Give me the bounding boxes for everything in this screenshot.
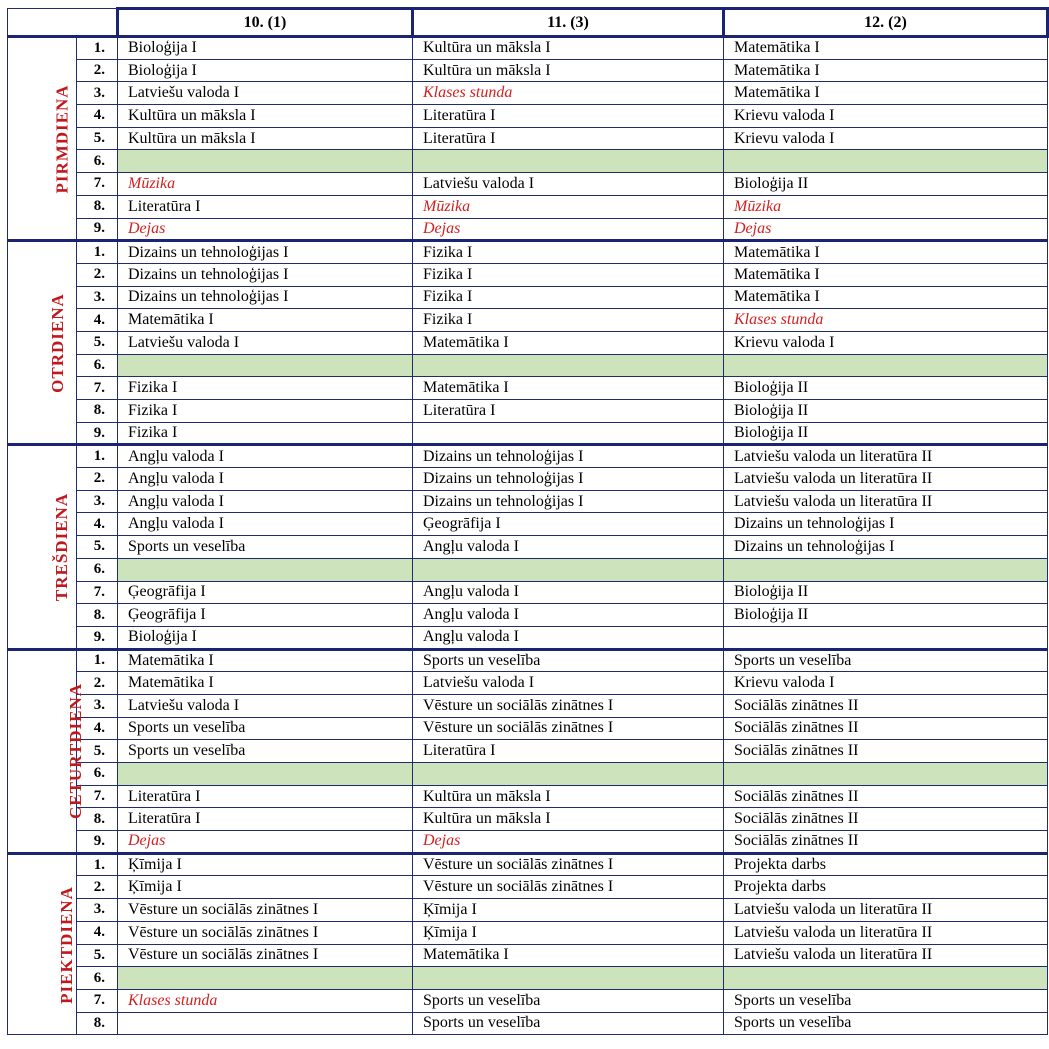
subject-cell-11: Dizains un tehnoloģijas I	[413, 468, 724, 491]
lesson-number: 2.	[77, 672, 118, 695]
subject-cell-12: Krievu valoda I	[724, 127, 1048, 150]
subject-cell-11: Angļu valoda I	[413, 581, 724, 604]
lesson-number: 5.	[77, 127, 118, 150]
subject-cell-12	[724, 558, 1048, 581]
subject-cell-12: Matemātika I	[724, 286, 1048, 309]
subject-cell-10	[118, 967, 413, 990]
subject-cell-12: Klases stunda	[724, 309, 1048, 332]
subject-cell-10: Angļu valoda I	[118, 445, 413, 468]
subject-cell-11	[413, 967, 724, 990]
lesson-number: 9.	[77, 422, 118, 445]
lesson-row	[8, 581, 1048, 604]
subject-cell-12: Latviešu valoda un literatūra II	[724, 899, 1048, 922]
subject-cell-12	[724, 967, 1048, 990]
lesson-number: 8.	[77, 400, 118, 423]
subject-cell-11	[413, 558, 724, 581]
subject-cell-11: Sports un veselība	[413, 649, 724, 672]
subject-cell-11: Dejas	[413, 831, 724, 854]
lesson-row	[8, 127, 1048, 150]
lesson-number: 2.	[77, 59, 118, 82]
lesson-row	[8, 672, 1048, 695]
subject-cell-12: Latviešu valoda un literatūra II	[724, 944, 1048, 967]
lesson-number: 8.	[77, 808, 118, 831]
subject-cell-11	[413, 150, 724, 173]
subject-cell-11: Klases stunda	[413, 82, 724, 105]
subject-cell-12: Sociālās zinātnes II	[724, 740, 1048, 763]
lesson-row	[8, 876, 1048, 899]
lesson-number: 4.	[77, 717, 118, 740]
lesson-row	[8, 400, 1048, 423]
lesson-number: 9.	[77, 218, 118, 241]
lesson-number: 3.	[77, 286, 118, 309]
lesson-number: 1.	[77, 445, 118, 468]
day-label-cell	[8, 241, 77, 445]
lesson-number: 3.	[77, 899, 118, 922]
subject-cell-11: Matemātika I	[413, 331, 724, 354]
lesson-number: 1.	[77, 649, 118, 672]
subject-cell-11: Sports un veselība	[413, 989, 724, 1012]
subject-cell-12: Bioloģija II	[724, 377, 1048, 400]
lesson-number: 8.	[77, 604, 118, 627]
subject-cell-12: Sports un veselība	[724, 989, 1048, 1012]
break-row	[8, 354, 1048, 377]
lesson-row	[8, 717, 1048, 740]
subject-cell-11: Fizika I	[413, 241, 724, 264]
lesson-number: 1.	[77, 853, 118, 876]
subject-cell-11: Angļu valoda I	[413, 604, 724, 627]
subject-cell-10: Sports un veselība	[118, 717, 413, 740]
subject-cell-10: Kultūra un māksla I	[118, 105, 413, 128]
subject-cell-10: Vēsture un sociālās zinātnes I	[118, 944, 413, 967]
lesson-row	[8, 831, 1048, 854]
subject-cell-12: Bioloģija II	[724, 604, 1048, 627]
lesson-number: 4.	[77, 921, 118, 944]
subject-cell-11	[413, 354, 724, 377]
subject-cell-12: Mūzika	[724, 195, 1048, 218]
subject-cell-10: Vēsture un sociālās zinātnes I	[118, 921, 413, 944]
subject-cell-10: Bioloģija I	[118, 37, 413, 60]
subject-cell-11	[413, 422, 724, 445]
subject-cell-11: Kultūra un māksla I	[413, 37, 724, 60]
lesson-row	[8, 944, 1048, 967]
subject-cell-10: Fizika I	[118, 422, 413, 445]
subject-cell-11: Dejas	[413, 218, 724, 241]
lesson-row	[8, 604, 1048, 627]
subject-cell-11: Vēsture un sociālās zinātnes I	[413, 853, 724, 876]
subject-cell-10: Bioloģija I	[118, 59, 413, 82]
subject-cell-10	[118, 150, 413, 173]
subject-cell-12	[724, 763, 1048, 786]
lesson-row	[8, 513, 1048, 536]
lesson-row	[8, 785, 1048, 808]
day-label: PIRMDIENA	[52, 84, 72, 194]
subject-cell-11: Matemātika I	[413, 377, 724, 400]
lesson-row	[8, 853, 1048, 876]
subject-cell-12: Sociālās zinātnes II	[724, 808, 1048, 831]
subject-cell-12	[724, 150, 1048, 173]
subject-cell-11: Angļu valoda I	[413, 536, 724, 559]
subject-cell-11: Matemātika I	[413, 944, 724, 967]
subject-cell-11: Fizika I	[413, 286, 724, 309]
subject-cell-12: Dejas	[724, 218, 1048, 241]
lesson-number: 5.	[77, 944, 118, 967]
subject-cell-11: Latviešu valoda I	[413, 672, 724, 695]
break-row	[8, 558, 1048, 581]
day-label: CETURTDIENA	[66, 683, 86, 820]
day-label: TREŠDIENA	[52, 492, 72, 602]
lesson-row	[8, 173, 1048, 196]
lesson-number: 6.	[77, 763, 118, 786]
subject-cell-12: Sociālās zinātnes II	[724, 831, 1048, 854]
subject-cell-11: Vēsture un sociālās zinātnes I	[413, 717, 724, 740]
lesson-row	[8, 195, 1048, 218]
lesson-number: 6.	[77, 354, 118, 377]
lesson-row	[8, 309, 1048, 332]
subject-cell-12: Dizains un tehnoloģijas I	[724, 513, 1048, 536]
class-header-11: 11. (3)	[413, 9, 724, 37]
lesson-number: 9.	[77, 831, 118, 854]
subject-cell-11: Sports un veselība	[413, 1012, 724, 1035]
subject-cell-10: Dizains un tehnoloģijas I	[118, 263, 413, 286]
subject-cell-11: Literatūra I	[413, 740, 724, 763]
lesson-row	[8, 808, 1048, 831]
lesson-number: 3.	[77, 694, 118, 717]
subject-cell-10: Vēsture un sociālās zinātnes I	[118, 899, 413, 922]
lesson-number: 7.	[77, 581, 118, 604]
subject-cell-10: Latviešu valoda I	[118, 331, 413, 354]
subject-cell-11: Angļu valoda I	[413, 626, 724, 649]
lesson-row	[8, 694, 1048, 717]
lesson-number: 1.	[77, 241, 118, 264]
subject-cell-12: Bioloģija II	[724, 422, 1048, 445]
lesson-number: 5.	[77, 536, 118, 559]
lesson-row	[8, 1012, 1048, 1035]
subject-cell-10: Bioloģija I	[118, 626, 413, 649]
subject-cell-11: Literatūra I	[413, 127, 724, 150]
lesson-number: 2.	[77, 876, 118, 899]
lesson-number: 4.	[77, 105, 118, 128]
lesson-number: 7.	[77, 377, 118, 400]
subject-cell-12: Matemātika I	[724, 241, 1048, 264]
header-corner	[8, 9, 118, 37]
subject-cell-12: Matemātika I	[724, 59, 1048, 82]
subject-cell-12: Sociālās zinātnes II	[724, 694, 1048, 717]
day-label-cell	[8, 853, 77, 1035]
subject-cell-11: Ķīmija I	[413, 921, 724, 944]
subject-cell-10: Literatūra I	[118, 808, 413, 831]
lesson-row	[8, 241, 1048, 264]
break-row	[8, 763, 1048, 786]
subject-cell-12: Sociālās zinātnes II	[724, 785, 1048, 808]
subject-cell-11: Latviešu valoda I	[413, 173, 724, 196]
subject-cell-12: Bioloģija II	[724, 400, 1048, 423]
lesson-number: 7.	[77, 785, 118, 808]
subject-cell-10: Angļu valoda I	[118, 490, 413, 513]
subject-cell-10	[118, 354, 413, 377]
class-header-10: 10. (1)	[118, 9, 413, 37]
lesson-row	[8, 536, 1048, 559]
subject-cell-10: Dejas	[118, 831, 413, 854]
subject-cell-12: Bioloģija II	[724, 173, 1048, 196]
day-label-cell	[8, 37, 77, 241]
lesson-number: 2.	[77, 263, 118, 286]
subject-cell-10: Matemātika I	[118, 672, 413, 695]
lesson-number: 4.	[77, 513, 118, 536]
subject-cell-12: Latviešu valoda un literatūra II	[724, 445, 1048, 468]
lesson-row	[8, 37, 1048, 60]
lesson-row	[8, 331, 1048, 354]
subject-cell-11: Kultūra un māksla I	[413, 785, 724, 808]
lesson-row	[8, 218, 1048, 241]
subject-cell-12: Krievu valoda I	[724, 672, 1048, 695]
subject-cell-11: Kultūra un māksla I	[413, 808, 724, 831]
subject-cell-10: Literatūra I	[118, 785, 413, 808]
lesson-row	[8, 82, 1048, 105]
subject-cell-12: Latviešu valoda un literatūra II	[724, 468, 1048, 491]
subject-cell-10: Ķīmija I	[118, 876, 413, 899]
subject-cell-10: Kultūra un māksla I	[118, 127, 413, 150]
subject-cell-11: Kultūra un māksla I	[413, 59, 724, 82]
subject-cell-10: Fizika I	[118, 377, 413, 400]
subject-cell-11: Fizika I	[413, 263, 724, 286]
subject-cell-10: Fizika I	[118, 400, 413, 423]
subject-cell-11: Dizains un tehnoloģijas I	[413, 445, 724, 468]
lesson-number: 2.	[77, 468, 118, 491]
timetable	[7, 7, 1049, 1035]
class-header-12: 12. (2)	[724, 9, 1048, 37]
subject-cell-12: Matemātika I	[724, 82, 1048, 105]
lesson-row	[8, 626, 1048, 649]
subject-cell-11: Literatūra I	[413, 400, 724, 423]
subject-cell-11: Vēsture un sociālās zinātnes I	[413, 876, 724, 899]
subject-cell-10	[118, 558, 413, 581]
lesson-row	[8, 921, 1048, 944]
subject-cell-11: Mūzika	[413, 195, 724, 218]
subject-cell-10	[118, 1012, 413, 1035]
lesson-number: 4.	[77, 309, 118, 332]
lesson-number: 7.	[77, 173, 118, 196]
subject-cell-11	[413, 763, 724, 786]
lesson-row	[8, 105, 1048, 128]
subject-cell-10: Dizains un tehnoloģijas I	[118, 286, 413, 309]
lesson-row	[8, 59, 1048, 82]
subject-cell-12: Krievu valoda I	[724, 105, 1048, 128]
day-label: PIEKTDIENA	[56, 885, 76, 1004]
subject-cell-10: Angļu valoda I	[118, 513, 413, 536]
subject-cell-10: Dejas	[118, 218, 413, 241]
day-label: OTRDIENA	[47, 292, 67, 393]
subject-cell-12: Projekta darbs	[724, 853, 1048, 876]
subject-cell-12: Matemātika I	[724, 37, 1048, 60]
subject-cell-11: Vēsture un sociālās zinātnes I	[413, 694, 724, 717]
subject-cell-10: Ķīmija I	[118, 853, 413, 876]
subject-cell-11: Fizika I	[413, 309, 724, 332]
break-row	[8, 967, 1048, 990]
subject-cell-10: Ģeogrāfija I	[118, 581, 413, 604]
lesson-row	[8, 490, 1048, 513]
lesson-number: 6.	[77, 558, 118, 581]
subject-cell-12: Krievu valoda I	[724, 331, 1048, 354]
lesson-row	[8, 468, 1048, 491]
subject-cell-12: Dizains un tehnoloģijas I	[724, 536, 1048, 559]
subject-cell-12: Sociālās zinātnes II	[724, 717, 1048, 740]
subject-cell-12: Sports un veselība	[724, 1012, 1048, 1035]
lesson-number: 8.	[77, 1012, 118, 1035]
lesson-number: 8.	[77, 195, 118, 218]
subject-cell-10: Angļu valoda I	[118, 468, 413, 491]
lesson-number: 3.	[77, 490, 118, 513]
lesson-row	[8, 740, 1048, 763]
subject-cell-10: Dizains un tehnoloģijas I	[118, 241, 413, 264]
lesson-row	[8, 286, 1048, 309]
lesson-row	[8, 989, 1048, 1012]
lesson-number: 3.	[77, 82, 118, 105]
subject-cell-12: Projekta darbs	[724, 876, 1048, 899]
lesson-number: 6.	[77, 967, 118, 990]
subject-cell-12: Sports un veselība	[724, 649, 1048, 672]
break-row	[8, 150, 1048, 173]
lesson-row	[8, 445, 1048, 468]
lesson-number: 5.	[77, 331, 118, 354]
subject-cell-12	[724, 626, 1048, 649]
lesson-row	[8, 377, 1048, 400]
day-label-cell	[8, 649, 86, 853]
header-row	[8, 9, 1048, 37]
subject-cell-11: Ķīmija I	[413, 899, 724, 922]
subject-cell-12	[724, 354, 1048, 377]
lesson-number: 5.	[77, 740, 118, 763]
subject-cell-12: Latviešu valoda un literatūra II	[724, 921, 1048, 944]
subject-cell-10: Latviešu valoda I	[118, 82, 413, 105]
day-label-cell	[8, 445, 77, 649]
subject-cell-10: Matemātika I	[118, 309, 413, 332]
lesson-number: 7.	[77, 989, 118, 1012]
subject-cell-10: Sports un veselība	[118, 536, 413, 559]
subject-cell-12: Matemātika I	[724, 263, 1048, 286]
subject-cell-10: Klases stunda	[118, 989, 413, 1012]
subject-cell-10: Literatūra I	[118, 195, 413, 218]
lesson-row	[8, 422, 1048, 445]
subject-cell-11: Dizains un tehnoloģijas I	[413, 490, 724, 513]
lesson-number: 6.	[77, 150, 118, 173]
subject-cell-10	[118, 763, 413, 786]
subject-cell-11: Literatūra I	[413, 105, 724, 128]
lesson-row	[8, 899, 1048, 922]
subject-cell-12: Latviešu valoda un literatūra II	[724, 490, 1048, 513]
subject-cell-10: Ģeogrāfija I	[118, 604, 413, 627]
subject-cell-10: Latviešu valoda I	[118, 694, 413, 717]
subject-cell-11: Ģeogrāfija I	[413, 513, 724, 536]
subject-cell-12: Bioloģija II	[724, 581, 1048, 604]
subject-cell-10: Mūzika	[118, 173, 413, 196]
lesson-row	[8, 649, 1048, 672]
timetable-header	[8, 9, 1048, 37]
lesson-number: 9.	[77, 626, 118, 649]
lesson-row	[8, 263, 1048, 286]
timetable-body	[8, 37, 1048, 1035]
subject-cell-10: Sports un veselība	[118, 740, 413, 763]
lesson-number: 1.	[77, 37, 118, 60]
subject-cell-10: Matemātika I	[118, 649, 413, 672]
